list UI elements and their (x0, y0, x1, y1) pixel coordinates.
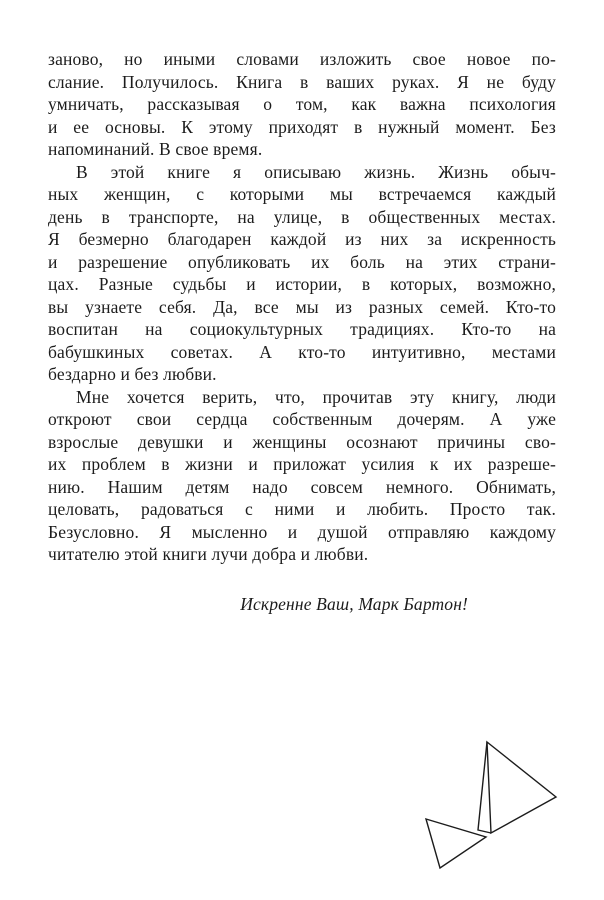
text-line: и ее основы. К этому приходят в нужный момент. Без (48, 116, 556, 137)
text-line: напоминаний. В свое время. (48, 139, 263, 159)
text-line: Я безмерно благодарен каждой из них за искренность (48, 229, 556, 249)
text-line: цах. Разные судьбы и истории, в которых, возможно, (48, 274, 556, 294)
text-line: В этой книге я описываю жизнь. Жизнь обыч- (76, 161, 556, 182)
signature: Искренне Ваш, Марк Бартон! (240, 594, 468, 614)
text-line: их проблем в жизни и приложат усилия к их разреше- (48, 454, 556, 474)
text-line: Мне хочется верить, что, прочитав эту книгу, люди (76, 386, 556, 407)
text-line: вы узнаете себя. Да, все мы из разных семей. Кто-то (48, 296, 556, 317)
text-line: читателю этой книги лучи добра и любви. (48, 544, 369, 564)
triangles-graphic (426, 742, 556, 868)
text-line: воспитан на социокультурных традициях. Кто-то на (48, 319, 556, 339)
text-line: слание. Получилось. Книга в ваших руках. Я не буду (48, 71, 556, 92)
text-line: умничать, рассказывая о том, как важна психология (48, 94, 556, 114)
text-line: и разрешение опубликовать их боль на этих страни- (48, 251, 556, 272)
text-line: бабушкиных советах. А кто-то интуитивно, местами (48, 341, 556, 362)
text-line: Безусловно. Я мысленно и душой отправляю каждому (48, 521, 556, 542)
paragraph (48, 48, 556, 161)
text-line: бездарно и без любви. (48, 364, 217, 384)
paragraph (48, 161, 556, 386)
paragraph (48, 386, 556, 566)
text-line: день в транспорте, на улице, в общественных местах. (48, 206, 556, 227)
text-line: взрослые девушки и женщины осознают причины сво- (48, 431, 556, 452)
paper-plane-ornament (424, 740, 562, 872)
body-text (48, 48, 556, 566)
text-line: откроют свои сердца собственным дочерям. А уже (48, 409, 556, 429)
text-line: нию. Нашим детям надо совсем немного. Обнимать, (48, 476, 556, 497)
text-line: целовать, радоваться с ними и любить. Просто так. (48, 499, 556, 519)
text-line: заново, но иными словами изложить свое новое по- (48, 49, 556, 69)
text-line: ных женщин, с которыми мы встречаемся каждый (48, 184, 556, 204)
